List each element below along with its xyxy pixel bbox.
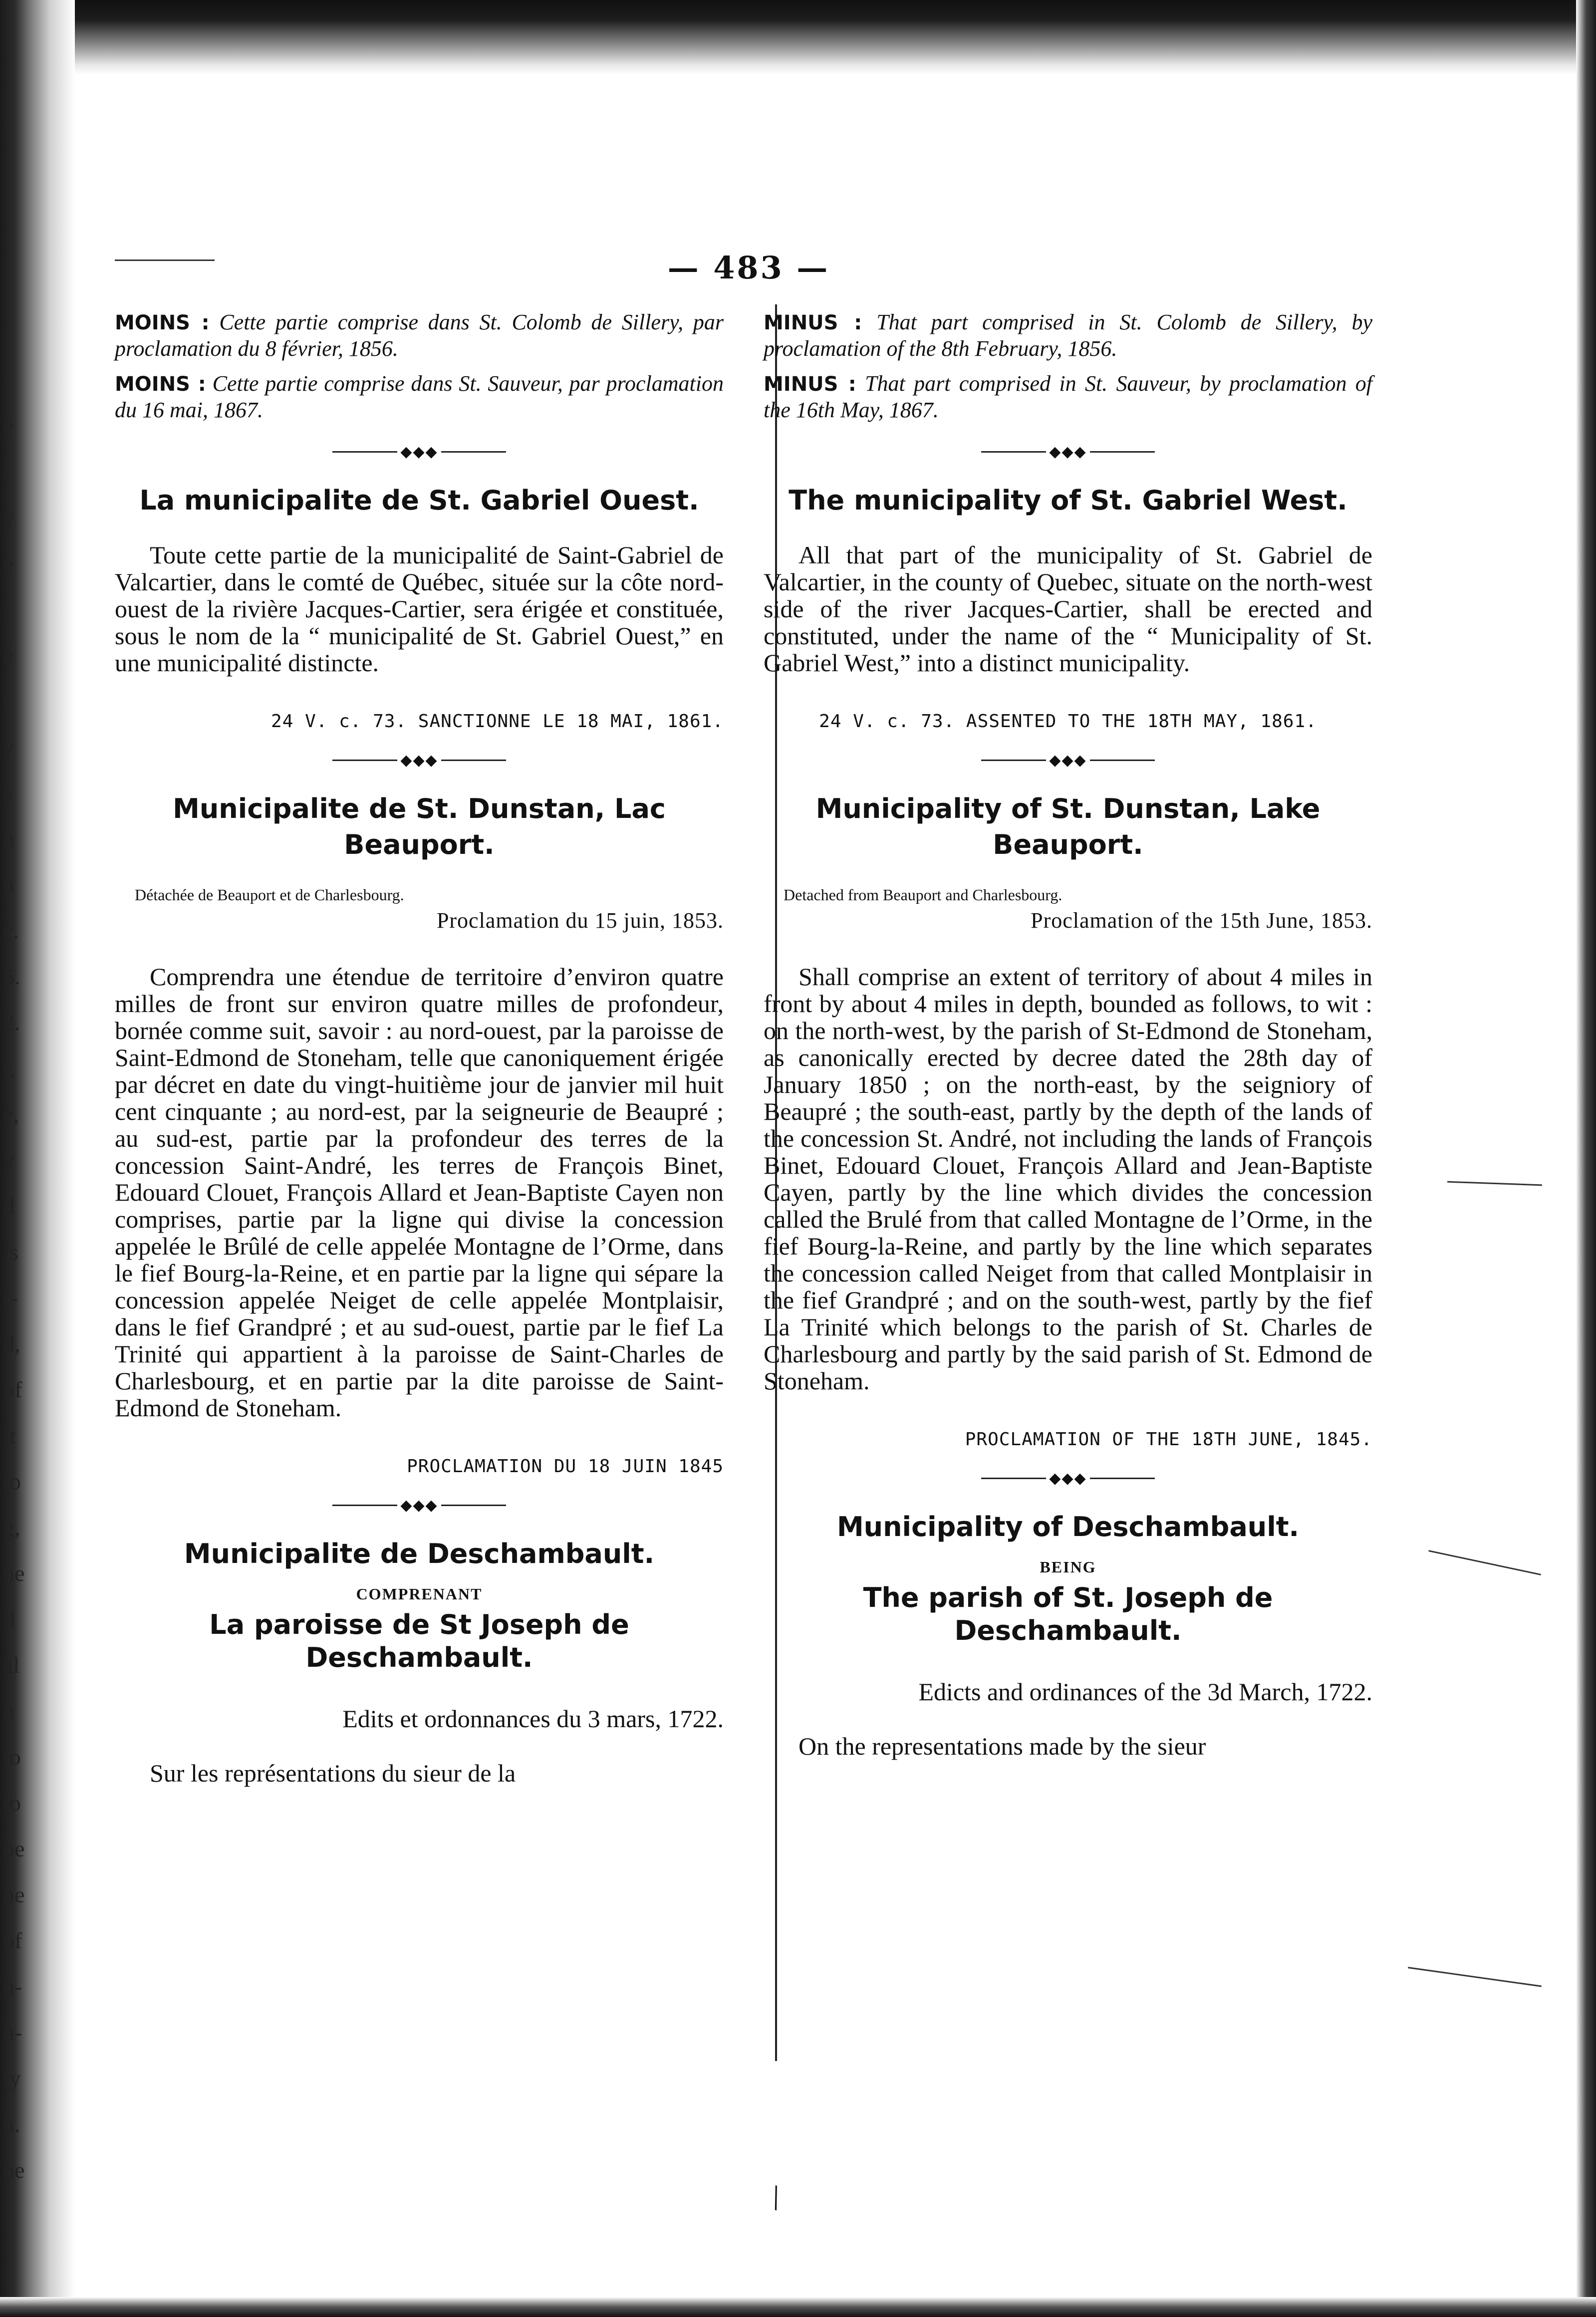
ink-mark: \ [765, 2178, 788, 2218]
section-body: All that part of the municipality of St. Gabriel de Valcartier, in the county of Quebec, situate on the north-west side of the river Jacques-Cartier, shall be erected and constituted, under the name of the “ Municipality of St. Gabriel West,” into a distinct municipality. [764, 541, 1372, 677]
margin-fragment: d, [3, 1331, 20, 1356]
proclamation-date: Proclamation of the 15th June, 1853. [1031, 908, 1372, 933]
margin-fragment: n- [3, 1974, 22, 1999]
section-body: Toute cette partie de la municipalité de Saint-Gabriel de Valcartier, dans le comté de Québec, située sur la côte nord-ouest de la rivière Jacques-Cartier, sera érigée et constituée, sous le nom de la “ municipalité de St. Gabriel Ouest,” en une municipalité distincte. [115, 541, 724, 677]
section-opening: Sur les représentations du sieur de la [150, 1759, 516, 1787]
section-heading: La municipalite de St. Gabriel Ouest. [139, 485, 699, 516]
comprising-label: BEING [1040, 1558, 1096, 1576]
detached-note: Detached from Beauport and Charlesbourg. [784, 886, 1063, 904]
english-note [764, 309, 1372, 362]
edict-date: Edits et ordonnances du 3 mars, 1722. [342, 1705, 724, 1733]
sanction-line: PROCLAMATION OF THE 18TH JUNE, 1845. [965, 1429, 1372, 1450]
note-text: Cette partie comprise dans St. Sauveur, par proclamation du 16 mai, 1867. [115, 371, 724, 422]
margin-fragment: 2. [3, 1010, 20, 1035]
margin-fragment: n [3, 826, 14, 851]
edict-date: Edicts and ordinances of the 3d March, 1722. [918, 1678, 1372, 1706]
margin-fragment: ne [3, 1560, 25, 1586]
page-number: — 483 — [667, 250, 830, 286]
margin-fragment: al [3, 1652, 20, 1678]
margin-fragment: to [3, 1744, 21, 1770]
note-text: That part comprised in St. Sauveur, by proclamation of the 16th May, 1867. [764, 371, 1373, 422]
margin-fragment: s [3, 780, 12, 805]
ornament-divider: ◆◆◆ [764, 1463, 1372, 1489]
pencil-mark [1428, 1550, 1541, 1575]
margin-fragment: y [3, 505, 14, 530]
margin-fragment: é [3, 642, 13, 668]
margin-fragment: 5. [3, 964, 20, 989]
proclamation-date: Proclamation du 15 juin, 1853. [436, 908, 724, 933]
section-heading: The municipality of St. Gabriel West. [789, 485, 1347, 516]
ornament-divider: ◆◆◆ [764, 436, 1372, 463]
margin-fragment: y [3, 1147, 14, 1173]
margin-fragment: t [3, 688, 9, 714]
margin-fragment: ne [3, 2157, 25, 2183]
sanction-line: 24 V. c. 73. SANCTIONNE LE 18 MAI, 1861. [271, 711, 724, 732]
english-column [764, 309, 1372, 1761]
sanction-line: 24 V. c. 73. ASSENTED TO THE 18TH MAY, 1861. [819, 711, 1317, 732]
section-subheading: The parish of St. Joseph de Deschambault. [863, 1582, 1273, 1646]
french-note [115, 309, 724, 362]
section-heading: Municipality of Deschambault. [836, 1511, 1300, 1543]
note-keyword: MOINS : [115, 311, 210, 334]
margin-fragment: g, [3, 1515, 20, 1540]
sanction-line: PROCLAMATION DU 18 JUIN 1845 [407, 1456, 724, 1477]
scan-edge-bottom [0, 2297, 1596, 2317]
note-keyword: MOINS : [115, 373, 206, 396]
ornament-divider: ◆◆◆ [764, 745, 1372, 771]
section-body: Shall comprise an extent of territory of about 4 miles in front by about 4 miles in depth, bounded as follows, to wit : on the north-west, by the parish of St-Edmond de Stoneham, as canonically erected by decree dated the 28th day of January 1850 ; on the north-east, by the seigniory of Beaupré ; the south-east, partly by the depth of the lands of the concession St. André, not including the lands of François Binet, Edouard Clouet, François Allard and Jean-Baptiste Cayen, partly by the line which divides the concession called the Brulé from that called Montagne de l’Orme, in the fief Bourg-la-Reine, and partly by the line which separates the concession called Neiget from that called Montplaisir in the fief Grandpré ; and on the south-west, partly by the fief La Trinité which belongs to the parish of St. Charles de Charlesbourg and partly by the said parish of St. Edmond de Stoneham. [764, 963, 1372, 1395]
ornament-divider: ◆◆◆ [115, 1490, 724, 1516]
margin-fragment: it [3, 1423, 16, 1448]
margin-fragment: r- [3, 1285, 18, 1310]
margin-fragment: n- [3, 2020, 22, 2045]
french-note [115, 371, 724, 423]
margin-fragment: n [3, 1698, 14, 1724]
margin-fragment: of [3, 1928, 22, 1953]
section-body: Comprendra une étendue de territoire d’environ quatre milles de front sur environ quatre milles de profondeur, bornée comme suit, savoir : au nord-ouest, par la paroisse de Saint-Edmond de Stoneham, telle que canoniquement érigée par décret en date du vingt-huitième jour de janvier mil huit cent cinquante ; au nord-est, par la seigneurie de Beaupré ; au sud-est, partie par la profondeur des terres de la concession Saint-André, les terres de François Binet, Edouard Clouet, François Allard et Jean-Baptiste Cayen non comprises, partie par la ligne qui divise la concession appelée le Brûlé de celle appelée Montagne de l’Orme, dans le fief Bourg-la-Reine, et en partie par la ligne qui sépare la concession appelée Neiget de celle appelée Montplaisir, dans le fief Grandpré ; et au sud-ouest, partie par le fief La Trinité qui appartient à la paroisse de Saint-Charles de Charlesbourg, et en partie par la dite paroisse de Saint-Edmond de Stoneham. [115, 963, 724, 1422]
margin-fragment: c. [3, 918, 19, 943]
header-rule [115, 259, 215, 261]
note-keyword: MINUS : [764, 311, 862, 334]
margin-fragment: n [3, 872, 14, 897]
margin-fragment: oe [3, 1836, 25, 1861]
margin-fragment: e, [3, 1101, 19, 1127]
pencil-mark [1447, 1181, 1542, 1186]
french-column [115, 309, 724, 1788]
margin-fragment: ’s [3, 1239, 18, 1265]
note-text: That part comprised in St. Colomb de Sillery, by proclamation of the 8th February, 1856. [764, 310, 1373, 361]
ornament-divider: ◆◆◆ [115, 436, 724, 463]
margin-fragment: , [3, 596, 9, 622]
detached-note: Détachée de Beauport et de Charlesbourg. [135, 886, 404, 904]
margin-fragment: to [3, 1469, 21, 1494]
margin-fragment: of [3, 1377, 22, 1402]
section-heading: Municipalite de St. Dunstan, Lac Beauport. [173, 793, 666, 860]
note-keyword: MINUS : [764, 373, 856, 396]
english-note [764, 371, 1372, 423]
margin-fragment: r, [3, 1055, 15, 1081]
margin-fragment: d [3, 1193, 14, 1219]
pencil-mark [1408, 1967, 1542, 1987]
section-subheading: La paroisse de St Joseph de Deschambault. [209, 1609, 629, 1673]
section-opening: On the representations made by the sieur [798, 1732, 1206, 1760]
scan-edge-right [1576, 0, 1596, 2317]
margin-fragment: h. [3, 2111, 20, 2137]
margin-fragment: t [3, 459, 9, 484]
margin-fragment: e [3, 413, 13, 438]
note-text: Cette partie comprise dans St. Colomb de Sillery, par proclamation du 8 février, 1856. [115, 310, 724, 361]
section-heading: Municipalite de Deschambault. [184, 1538, 655, 1569]
margin-fragment: e [3, 550, 13, 576]
margin-fragment: y [3, 734, 14, 760]
scan-edge-top [0, 0, 1596, 75]
comprising-label: COMPRENANT [356, 1585, 483, 1603]
section-heading: Municipality of St. Dunstan, Lake Beauport. [815, 793, 1321, 860]
margin-fragment: ne [3, 1882, 25, 1907]
margin-fragment: ty [3, 2065, 21, 2091]
ornament-divider: ◆◆◆ [115, 745, 724, 771]
margin-fragment: to [3, 1790, 21, 1815]
margin-fragment: ll [3, 1606, 16, 1632]
